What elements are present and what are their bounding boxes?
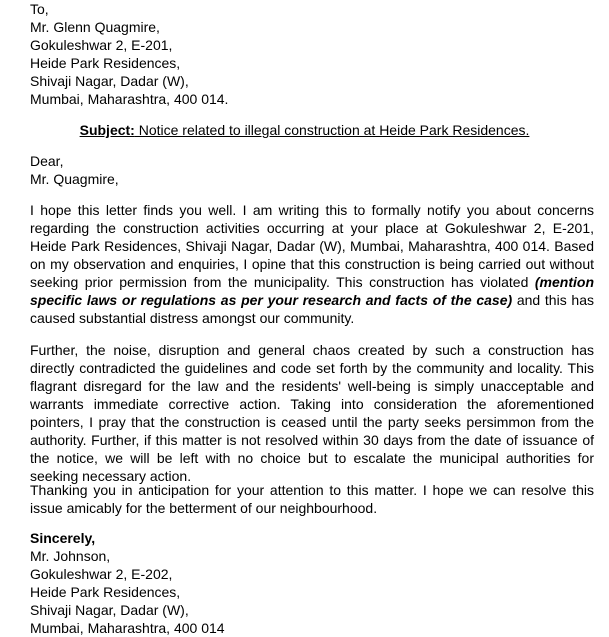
- body-paragraph-3: Thanking you in anticipation for your attention to this matter. I hope we can resolve this issue amicably for the betterment of our neighbourhood.: [30, 482, 594, 516]
- sender-address-line: Shivaji Nagar, Dadar (W),: [30, 602, 189, 618]
- body-paragraph-1: [30, 201, 594, 327]
- sender-name: Mr. Johnson,: [30, 548, 111, 564]
- subject-text: Notice related to illegal construction at Heide Park Residences.: [134, 122, 530, 138]
- salutation: [30, 152, 119, 188]
- salutation-name: Mr. Quagmire,: [30, 171, 119, 187]
- emphasized-placeholder: (mention specific laws or regulations as per your research and facts of the case): [30, 274, 594, 308]
- body-paragraph-2: Further, the noise, disruption and general chaos created by such a construction has directly contradicted the guidelines and code set forth by the community and locality. This flagrant disregard for the law and the residents' well-being is simply unacceptable and warrants immediate corrective action. Taking into consideration the aforementioned pointers, I pray that the construction is ceased until the party seeks persimmon from the authority. Further, if this matter is not resolved within 30 days from the date of issuance of the notice, we will be left with no choice but to escalate the municipal authorities for seeking necessary action.: [30, 342, 594, 484]
- subject-line: [0, 121, 609, 139]
- signoff: Sincerely,: [30, 530, 96, 546]
- closing-block: [30, 529, 225, 637]
- paragraph-text: and this has caused substantial distress amongst our community.: [30, 292, 594, 326]
- recipient-address-line: Mumbai, Maharashtra, 400 014.: [30, 91, 229, 107]
- recipient-address-line: Heide Park Residences,: [30, 55, 181, 71]
- sender-address-line: Gokuleshwar 2, E-202,: [30, 566, 173, 582]
- recipient-address-line: Shivaji Nagar, Dadar (W),: [30, 73, 189, 89]
- paragraph-text: I hope this letter finds you well. I am writing this to formally notify you about concerns regarding the construction activities occurring at your place at Gokuleshwar 2, E-201, Heide Park Residences, Shivaji Nagar, Dadar (W), Mumbai, Maharashtra, 400 014. Based on my observation and enquiries, I opine that this construction is being carried out without seeking prior permission from the municipality. This construction has violated: [30, 202, 594, 290]
- sender-address-line: Heide Park Residences,: [30, 584, 181, 600]
- salutation-greeting: Dear,: [30, 153, 64, 169]
- recipient-address-line: Gokuleshwar 2, E-201,: [30, 37, 173, 53]
- subject-label: Subject:: [79, 122, 135, 138]
- recipient-name: Mr. Glenn Quagmire,: [30, 19, 160, 35]
- to-label: To,: [30, 1, 49, 17]
- recipient-address: [30, 0, 228, 108]
- sender-address-line: Mumbai, Maharashtra, 400 014: [30, 620, 225, 636]
